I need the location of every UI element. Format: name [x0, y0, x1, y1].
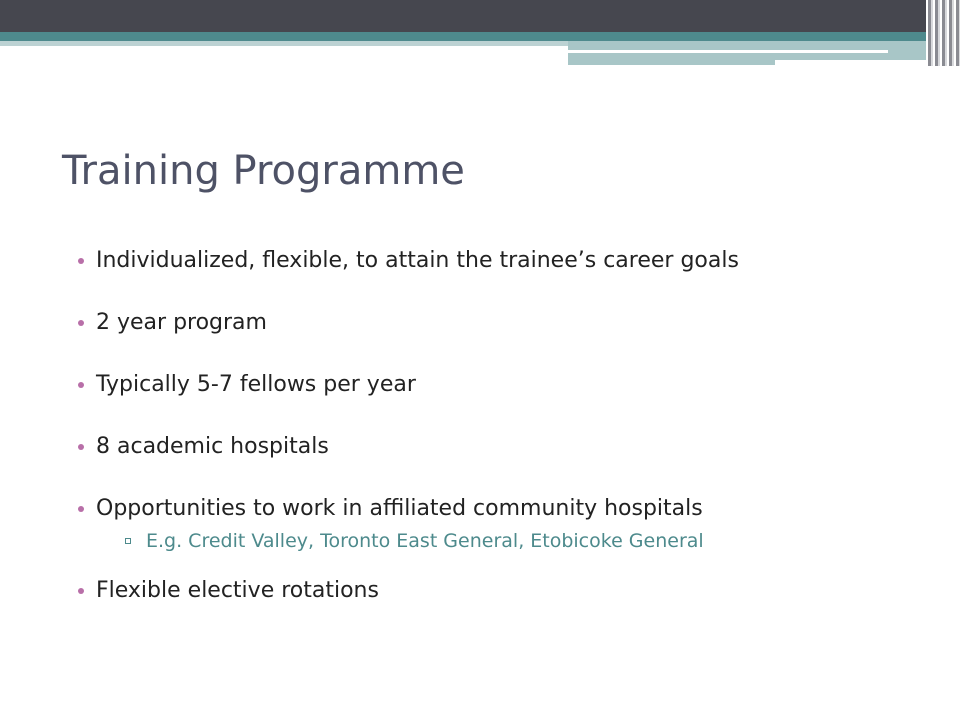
bullet-item — [78, 494, 938, 554]
bullet-dot-icon — [78, 382, 84, 388]
header-light-bar — [0, 41, 568, 46]
header-teal-band — [0, 32, 960, 41]
bullet-text: Typically 5-7 fellows per year — [96, 372, 416, 397]
sub-bullet-item — [96, 528, 938, 554]
bullet-text: Opportunities to work in affiliated community hospitals — [96, 496, 703, 521]
bullet-item — [78, 246, 938, 276]
bullet-item — [78, 576, 938, 606]
bullet-item — [78, 432, 938, 462]
sub-bullet-text: E.g. Credit Valley, Toronto East General, Etobicoke General — [146, 530, 704, 552]
bullet-dot-icon — [78, 588, 84, 594]
bullet-dot-icon — [78, 320, 84, 326]
square-bullet-icon — [125, 538, 131, 544]
bullet-text: Individualized, flexible, to attain the trainee’s career goals — [96, 248, 739, 273]
bullet-text: Flexible elective rotations — [96, 578, 379, 603]
bullet-item — [78, 308, 938, 338]
header-dark-band — [0, 0, 960, 32]
bullet-dot-icon — [78, 506, 84, 512]
header-stripes — [926, 0, 960, 66]
bullet-dot-icon — [78, 258, 84, 264]
slide-title: Training Programme — [62, 148, 465, 194]
bullet-text: 2 year program — [96, 310, 267, 335]
bullet-dot-icon — [78, 444, 84, 450]
bullet-text: 8 academic hospitals — [96, 434, 329, 459]
header-accent-line — [568, 50, 888, 53]
bullet-list — [78, 246, 938, 638]
bullet-item — [78, 370, 938, 400]
